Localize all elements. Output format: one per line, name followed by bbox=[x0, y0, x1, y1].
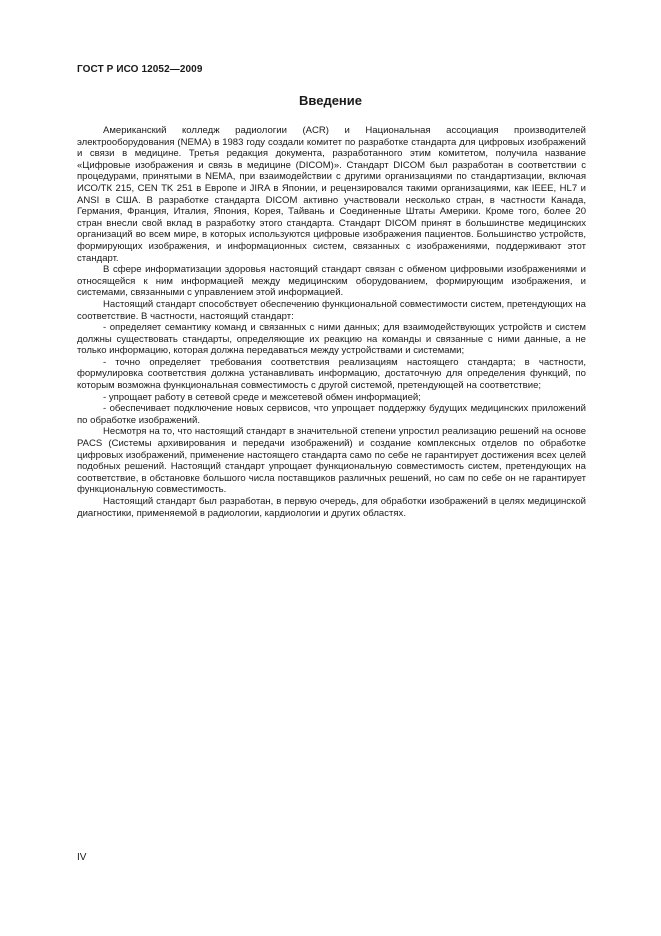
paragraph: Американский колледж радиологии (ACR) и Национальная ассоциация производителей электрооборудования (NEMA) в 1983 году создали комитет по разработке стандарта для цифровых изображений и связи в медицине. Третья редакция документа, разработанного этим комитетом, получила название «Цифровые изображения и связь в медицине (DICOM)». Стандарт DICOM был разработан в соответствии с процедурами, принятыми в NEMA, при взаимодействии с другими организациями по стандартизации, включая ИСО/ТК 215, CEN TK 251 в Европе и JIRA в Японии, и рецензировался такими организациями, как IEEE, HL7 и ANSI в США. В разработке стандарта DICOM активно участвовали несколько стран, в частности Канада, Германия, Франция, Италия, Япония, Корея, Тайвань и Соединенные Штаты Америки. Кроме того, более 20 стран внесли свой вклад в разработку этого стандарта. Стандарт DICOM принят в большинстве медицинских организаций во всем мире, в которых используются цифровые изображения пациентов. Большинство устройств, формирующих изображения, и информационных систем, связанных с изображениями, поддерживают этот стандарт. bbox=[77, 125, 586, 264]
paragraph: Настоящий стандарт был разработан, в первую очередь, для обработки изображений в целях медицинской диагностики, применяемой в радиологии, кардиологии и других областях. bbox=[77, 496, 586, 519]
list-item: - определяет семантику команд и связанных с ними данных; для взаимодействующих устройств и систем должны существовать стандарты, определяющие их реакцию на команды и связанные с ними данные, а не только информацию, которая должна передаваться между устройствами и системами; bbox=[77, 322, 586, 357]
paragraph: Настоящий стандарт способствует обеспечению функциональной совместимости систем, претендующих на соответствие. В частности, настоящий стандарт: bbox=[77, 298, 586, 322]
paragraph: Несмотря на то, что настоящий стандарт в значительной степени упростил реализацию решений на основе PACS (Системы архивирования и передачи изображений) и создание комплексных отделов по обработке цифровых изображений, применение настоящего стандарта само по себе не гарантирует достижения всех целей подобных решений. Настоящий стандарт упрощает функциональную совместимость систем, претендующих на соответствие, в обстановке большого числа поставщиков различных решений, но сам по себе он не гарантирует функциональную совместимость. bbox=[77, 426, 586, 496]
list-item: - точно определяет требования соответствия реализациям настоящего стандарта; в частности, формулировка соответствия должна устанавливать информацию, достаточную для определения функций, по которым возможна функциональная совместимость с другой системой, претендующей на соответствие; bbox=[77, 356, 586, 392]
page-title: Введение bbox=[299, 93, 362, 108]
list-item: - обеспечивает подключение новых сервисов, что упрощает поддержку будущих медицинских приложений по обработке изображений. bbox=[77, 403, 586, 426]
document-body bbox=[77, 125, 586, 519]
paragraph: В сфере информатизации здоровья настоящий стандарт связан с обменом цифровыми изображениями и относящейся к ним информацией между медицинским оборудованием, формирующим изображения, и системами, связанными с управлением этой информацией. bbox=[77, 264, 586, 299]
document-header: ГОСТ Р ИСО 12052—2009 bbox=[77, 64, 203, 75]
page-number: IV bbox=[77, 852, 87, 863]
list-item: - упрощает работу в сетевой среде и межсетевой обмен информацией; bbox=[103, 391, 421, 403]
